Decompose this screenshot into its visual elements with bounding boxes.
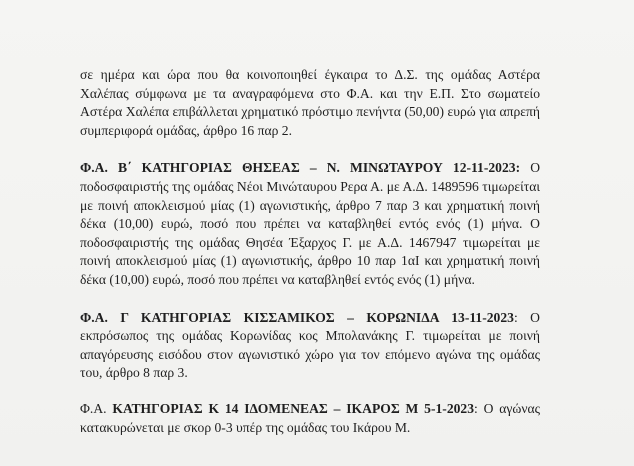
paragraph-3-heading: Φ.Α. Γ ΚΑΤΗΓΟΡΙΑΣ ΚΙΣΣΑΜΙΚΟΣ – ΚΟΡΩΝΙΔΑ 13-11-2023 (80, 309, 514, 325)
paragraph-4-text: : Ο αγώνας κατακυρώνεται με σκορ 0-3 υπέρ της ομάδας του Ικάρου Μ. (80, 400, 541, 435)
paragraph-g-category (80, 309, 540, 383)
paragraph-k14-category (80, 400, 540, 437)
paragraph-4-heading: ΚΑΤΗΓΟΡΙΑΣ Κ 14 ΙΔΟΜΕΝΕΑΣ – ΙΚΑΡΟΣ Μ 5-1-2023 (112, 400, 475, 416)
paragraph-b-category (80, 159, 540, 289)
document-body (80, 66, 540, 437)
paragraph-astera-chalepa (80, 66, 540, 140)
paragraph-2-heading: Φ.Α. Β΄ ΚΑΤΗΓΟΡΙΑΣ ΘΗΣΕΑΣ – Ν. ΜΙΝΩΤΑΥΡΟΥ 12-11-2023: (80, 160, 521, 176)
paragraph-4-prefix: Φ.Α. (80, 400, 113, 416)
paragraph-2-text: Ο ποδοσφαιριστής της ομάδας Νέοι Μινώταυρου Ρερα Α. με Α.Δ. 1489596 τιμωρείται με ποινή αποκλεισμού μίας (1) αγωνιστικής, άρθρο 7 παρ 3 και χρηματική ποινή δέκα (10,00) ευρώ, ποσό που πρέπει να καταβληθεί εντός ενός (1) μήνα. Ο ποδοσφαιριστής της ομάδας Θησέα Έξαρχος Γ. με Α.Δ. 1467947 τιμωρείται με ποινή αποκλεισμού μίας (1) αγωνιστικής, άρθρο 10 παρ 1αΙ και χρηματική ποινή δέκα (10,00) ευρώ, ποσό που πρέπει να καταβληθεί εντός ενός (1) μήνα. (80, 160, 541, 287)
paragraph-1-text: σε ημέρα και ώρα που θα κοινοποιηθεί έγκαιρα το Δ.Σ. της ομάδας Αστέρα Χαλέπας σύμφωνα με τα αναγραφόμενα στο Φ.Α. και την Ε.Π. Στο σωματείο Αστέρα Χαλέπα επιβάλλεται χρηματικό πρόστιμο πενήντα (50,00) ευρώ για απρεπή συμπεριφορά ομάδας, άρθρο 16 παρ 2. (80, 67, 540, 138)
paragraph-3-text: : Ο εκπρόσωπος της ομάδας Κορωνίδας κος Μπολανάκης Γ. τιμωρείται με ποινή απαγόρευσης εισόδου στον αγωνιστικό χώρο για τον επόμενο αγώνα της ομάδας του, άρθρο 8 παρ 3. (80, 309, 540, 381)
